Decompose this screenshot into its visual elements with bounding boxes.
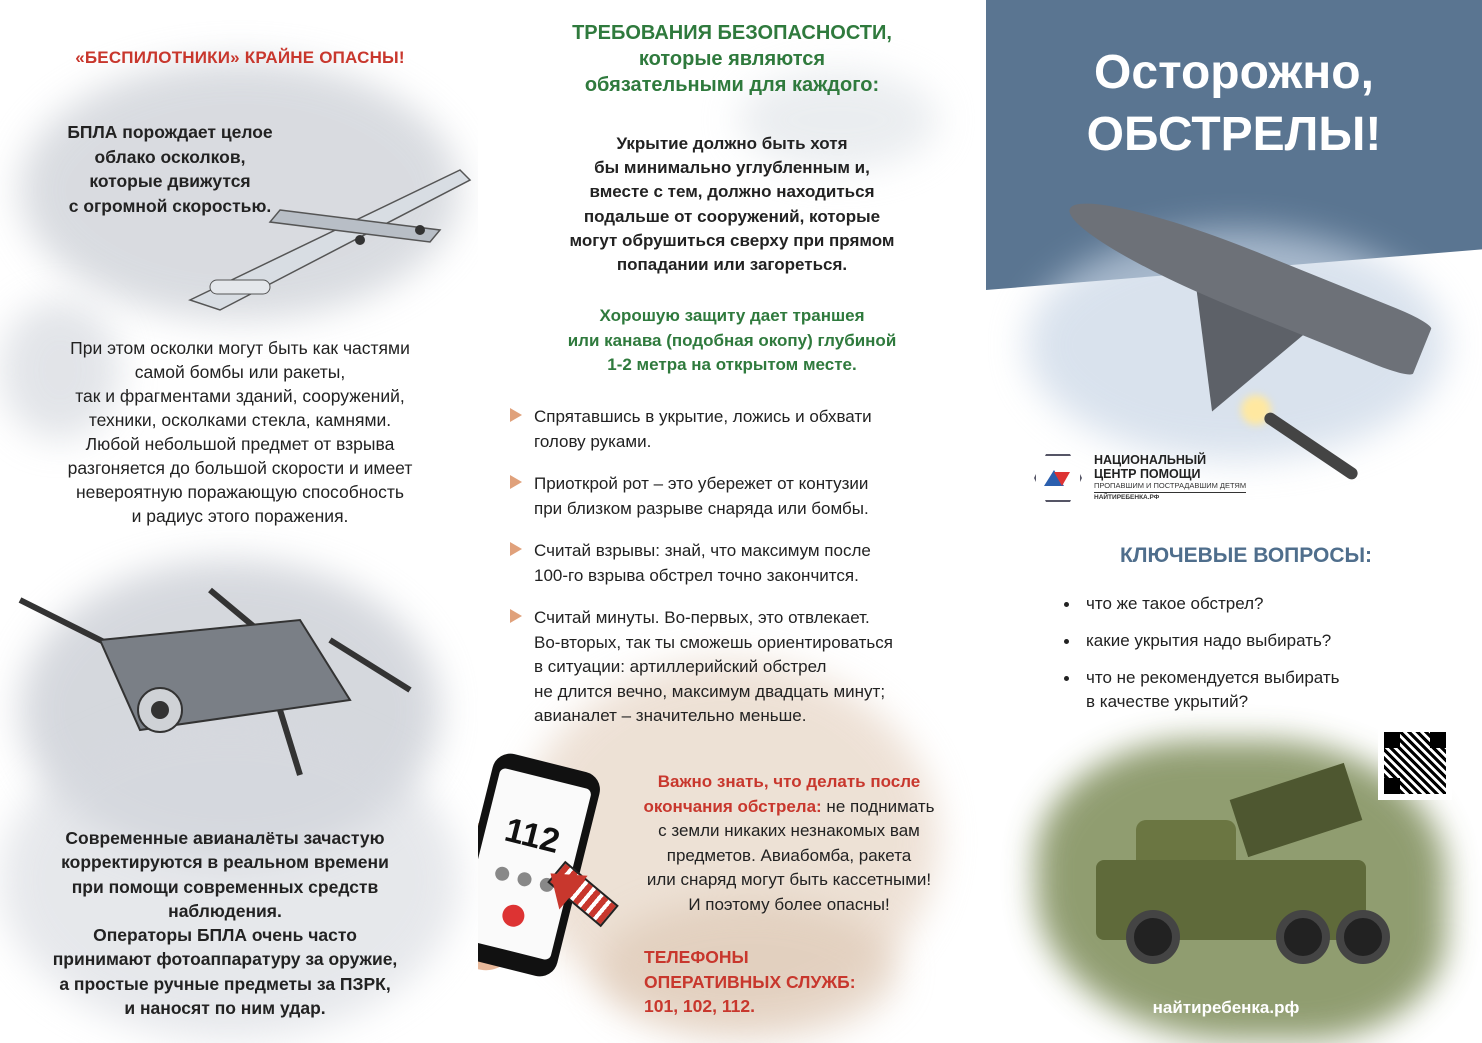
qr-code[interactable] (1378, 726, 1452, 800)
bullet-dot-icon (1064, 602, 1069, 607)
shelter-requirement-text: Укрытие должно быть хотя бы минимально углубленным и, вместе с тем, должно находиться подальше от сооружений, которые могут обрушиться сверху при прямом попадании или загореться. (569, 134, 895, 275)
key-questions-heading: КЛЮЧЕВЫЕ ВОПРОСЫ: (1119, 544, 1373, 567)
bullet-dot-icon (1064, 639, 1069, 644)
list-item: Считай взрывы: знай, что максимум после 100-го взрыва обстрел точно закончится. (508, 539, 968, 588)
bullet-dot-icon (1064, 676, 1069, 681)
safety-requirements-heading: ТРЕБОВАНИЯ БЕЗОПАСНОСТИ, которые являются обязательными для каждого: (572, 22, 892, 96)
after-shelling-text: Важно знать, что делать после окончания обстрела: не поднимать с земли никаких незнакомых вам предметов. Авиабомба, ракета или снаряд могут быть кассетными! И поэтому более опасны! (643, 772, 935, 914)
drone-fragments-text: БПЛА порождает целое облако осколков, которые движутся с огромной скоростью. (67, 122, 273, 216)
list-item: что же такое обстрел? (1064, 592, 1444, 616)
fragments-description-text: При этом осколки могут быть как частями самой бомбы или ракеты, так и фрагментами зданий, сооружений, техники, осколками стекла, камнями. Любой небольшой предмет от взрыва разгоняется до большой скорости и имеет невероятную поражающую способность и радиус этого поражения. (67, 338, 413, 526)
organization-logo (1032, 452, 1246, 504)
wheel-icon (1336, 910, 1390, 964)
hexagon-logo-icon (1032, 452, 1084, 504)
logo-line-2: ЦЕНТР ПОМОЩИ (1094, 467, 1201, 481)
key-questions-list (1064, 592, 1444, 727)
air-raids-operators-text: Современные авианалёты зачастую корректируются в реальном времени при помощи современных средств наблюдения. Операторы БПЛА очень часто принимают фотоаппаратуру за оружие, а простые ручные предметы за ПЗРК, и наносят по ним удар. (52, 828, 398, 1019)
list-item: Спрятавшись в укрытие, ложись и обхвати голову руками. (508, 405, 968, 454)
bullet-arrow-icon (510, 408, 522, 422)
cover-title: Осторожно, ОБСТРЕЛЫ! (1086, 46, 1382, 161)
emergency-phones-text: ТЕЛЕФОНЫ ОПЕРАТИВНЫХ СЛУЖБ: 101, 102, 112. (644, 947, 856, 1016)
logo-line-3: ПРОПАВШИМ И ПОСТРАДАВШИМ ДЕТЯМ (1094, 481, 1246, 493)
website-link[interactable]: найтиребенка.рф (1152, 998, 1300, 1017)
right-panel (986, 0, 1482, 1043)
list-item: Считай минуты. Во-первых, это отвлекает. Во-вторых, так ты сможешь ориентироваться в ситуации: артиллерийский обстрел не длится вечно, максимум двадцать минут; авианалет – значительно меньше. (508, 606, 968, 729)
safety-instructions-list (508, 405, 968, 747)
logo-line-1: НАЦИОНАЛЬНЫЙ (1094, 453, 1207, 467)
bullet-arrow-icon (510, 542, 522, 556)
logo-line-4: НАЙТИРЕБЕНКА.РФ (1094, 494, 1160, 501)
bullet-arrow-icon (510, 609, 522, 623)
list-item: какие укрытия надо выбирать? (1064, 629, 1444, 653)
call-end-icon (500, 902, 527, 929)
left-panel (0, 0, 478, 1043)
quadcopter-drone-illustration (10, 580, 420, 780)
middle-panel (478, 0, 986, 1043)
list-item: Приоткрой рот – это убережет от контузии при близком разрыве снаряда или бомбы. (508, 472, 968, 521)
bullet-arrow-icon (510, 475, 522, 489)
phone-number: 112 (501, 810, 564, 861)
drones-dangerous-heading: «БЕСПИЛОТНИКИ» КРАЙНЕ ОПАСНЫ! (75, 48, 405, 67)
wheel-icon (1276, 910, 1330, 964)
trench-protection-text: Хорошую защиту дает траншея или канава (подобная окопу) глубиной 1-2 метра на открытом месте. (567, 306, 897, 374)
list-item: что не рекомендуется выбирать в качестве укрытий? (1064, 666, 1444, 714)
wheel-icon (1126, 910, 1180, 964)
